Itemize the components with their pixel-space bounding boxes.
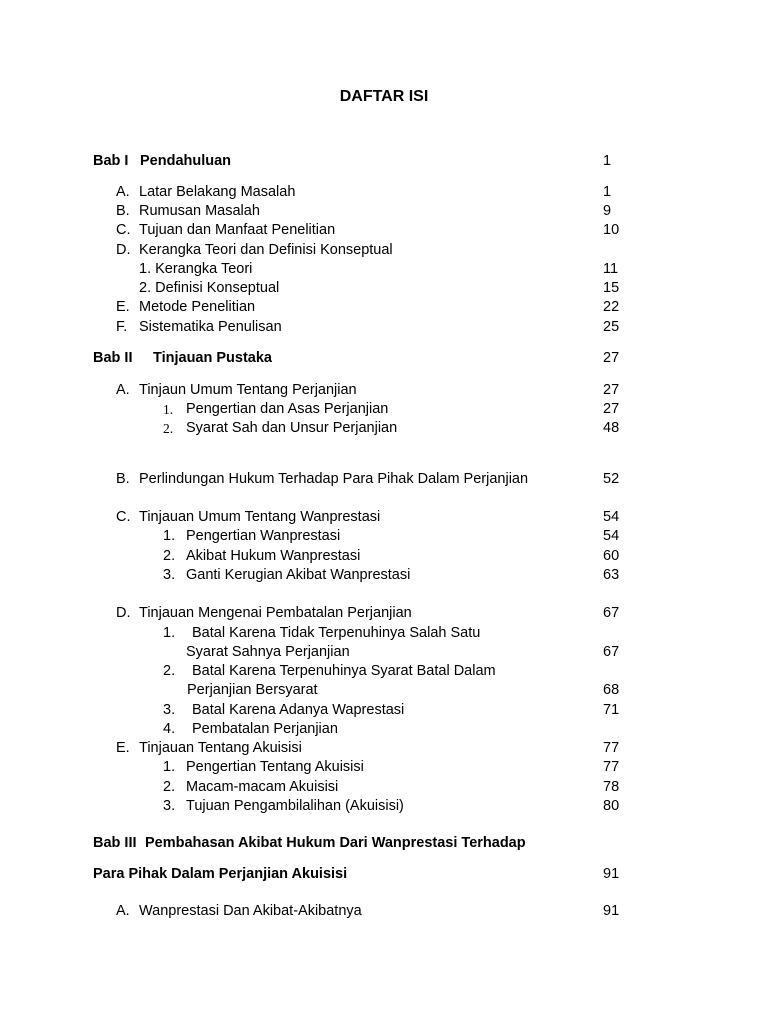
toc-text: Batal Karena Terpenuhinya Syarat Batal Dalam [192,663,496,679]
toc-subsection [163,778,663,797]
toc-text: Tujuan Pengambilalihan (Akuisisi) [186,798,404,814]
toc-text: Pembatalan Perjanjian [192,721,338,737]
toc-text: Rumusan Masalah [139,203,260,219]
toc-label: E. [116,299,130,315]
toc-chapter-continued [93,865,653,884]
toc-page: 10 [603,222,620,238]
toc-page: 71 [603,702,620,718]
toc-label: A. [116,382,130,398]
toc-subsection [163,419,663,438]
toc-page: 77 [603,759,620,775]
toc-text: Syarat Sahnya Perjanjian [186,644,350,660]
toc-text: Tinjaun Umum Tentang Perjanjian [139,382,357,398]
toc-subsection [163,547,663,566]
toc-subsection [163,701,663,720]
toc-subsection [139,279,659,298]
toc-text: Tinjauan Tentang Akuisisi [139,740,302,756]
toc-subsection [163,797,663,816]
page-title: DAFTAR ISI [339,88,429,105]
toc-label: 1. [163,625,176,641]
toc-text: Wanprestasi Dan Akibat-Akibatnya [139,903,362,919]
toc-page: 1 [603,153,612,169]
toc-section [116,508,656,527]
toc-page: 11 [603,261,619,277]
toc-page: 27 [603,350,620,366]
toc-label: 2. [163,548,176,564]
toc-text: Batal Karena Adanya Waprestasi [192,702,405,718]
toc-label: A. [116,184,130,200]
toc-text: Perjanjian Bersyarat [187,682,318,698]
toc-text: Perlindungan Hukum Terhadap Para Pihak Dalam Perjanjian [139,471,529,487]
toc-subsection [163,758,663,777]
toc-label: 2. [163,779,176,795]
toc-page: 91 [603,866,620,882]
toc-subsection [163,643,663,662]
toc-page: 67 [603,605,620,621]
toc-section [116,221,656,240]
toc-section [116,183,656,202]
toc-label: 4. [163,721,176,737]
toc-text: Pengertian Wanprestasi [186,528,341,544]
toc-label: 2. [163,663,176,679]
toc-page: 80 [603,798,620,814]
toc-section [116,739,656,758]
toc-page: 78 [603,779,620,795]
toc-page: 60 [603,548,620,564]
toc-text: Syarat Sah dan Unsur Perjanjian [186,420,398,436]
toc-page: 77 [603,740,620,756]
toc-chapter [93,152,653,171]
toc-page: 52 [603,471,620,487]
toc-label: 2. [163,421,174,436]
toc-subsection [163,624,663,643]
toc-label: C. [116,509,131,525]
toc-text: 1. Kerangka Teori [139,261,253,277]
toc-label: A. [116,903,130,919]
toc-text: Pengertian Tentang Akuisisi [186,759,364,775]
toc-text: Latar Belakang Masalah [139,184,296,200]
toc-label: Bab II [93,350,133,366]
toc-label: 3. [163,798,176,814]
toc-page: 54 [603,528,620,544]
toc-section [116,470,656,489]
toc-text: Metode Penelitian [139,299,256,315]
toc-chapter [93,349,653,368]
toc-section [116,318,656,337]
toc-subsection [163,681,663,700]
toc-label: 1. [163,528,176,544]
toc-label: D. [116,242,131,258]
toc-text: Tinjauan Pustaka [153,350,272,366]
toc-label: F. [116,319,128,335]
toc-subsection [163,662,663,681]
toc-text: Macam-macam Akuisisi [186,779,339,795]
toc-subsection [163,400,663,419]
toc-page: 27 [603,401,620,417]
toc-section [116,604,656,623]
toc-text: Kerangka Teori dan Definisi Konseptual [139,242,393,258]
toc-page: 25 [603,319,620,335]
toc-section [116,381,656,400]
toc-text: Tinjauan Umum Tentang Wanprestasi [139,509,381,525]
toc-text: Ganti Kerugian Akibat Wanprestasi [186,567,411,583]
toc-page: 67 [603,644,620,660]
toc-page: 15 [603,280,620,296]
toc-text: Pendahuluan [140,153,232,169]
toc-page: 68 [603,682,620,698]
toc-page: 91 [603,903,620,919]
toc-page: 63 [603,567,620,583]
toc-section [116,241,656,260]
toc-text: Tinjauan Mengenai Pembatalan Perjanjian [139,605,412,621]
toc-page: 22 [603,299,620,315]
toc-label: 3. [163,567,176,583]
toc-page: 27 [603,382,620,398]
toc-label: C. [116,222,131,238]
toc-page: 1 [603,184,612,200]
toc-text: Akibat Hukum Wanprestasi [186,548,361,564]
toc-label: Bab III [93,835,137,851]
toc-chapter [93,834,653,853]
toc-text: Pengertian dan Asas Perjanjian [186,401,389,417]
toc-text: Pembahasan Akibat Hukum Dari Wanprestasi Terhadap [145,835,526,851]
toc-page: 48 [603,420,620,436]
toc-text: Para Pihak Dalam Perjanjian Akuisisi [93,866,348,882]
toc-label: E. [116,740,130,756]
toc-label: B. [116,471,130,487]
toc-section [116,298,656,317]
toc-text: Sistematika Penulisan [139,319,282,335]
toc-subsection [139,260,659,279]
toc-subsection [163,566,663,585]
toc-label: Bab I [93,153,129,169]
toc-page: 9 [603,203,612,219]
toc-section [116,202,656,221]
toc-page: 54 [603,509,620,525]
toc-label: 3. [163,702,176,718]
toc-label: B. [116,203,130,219]
toc-label: 1. [163,759,176,775]
toc-subsection [163,720,663,739]
toc-label: 1. [163,402,174,417]
toc-label: D. [116,605,131,621]
toc-text: Batal Karena Tidak Terpenuhinya Salah Satu [192,625,481,641]
toc-subsection [163,527,663,546]
toc-section [116,902,656,921]
toc-text: 2. Definisi Konseptual [139,280,280,296]
toc-text: Tujuan dan Manfaat Penelitian [139,222,336,238]
